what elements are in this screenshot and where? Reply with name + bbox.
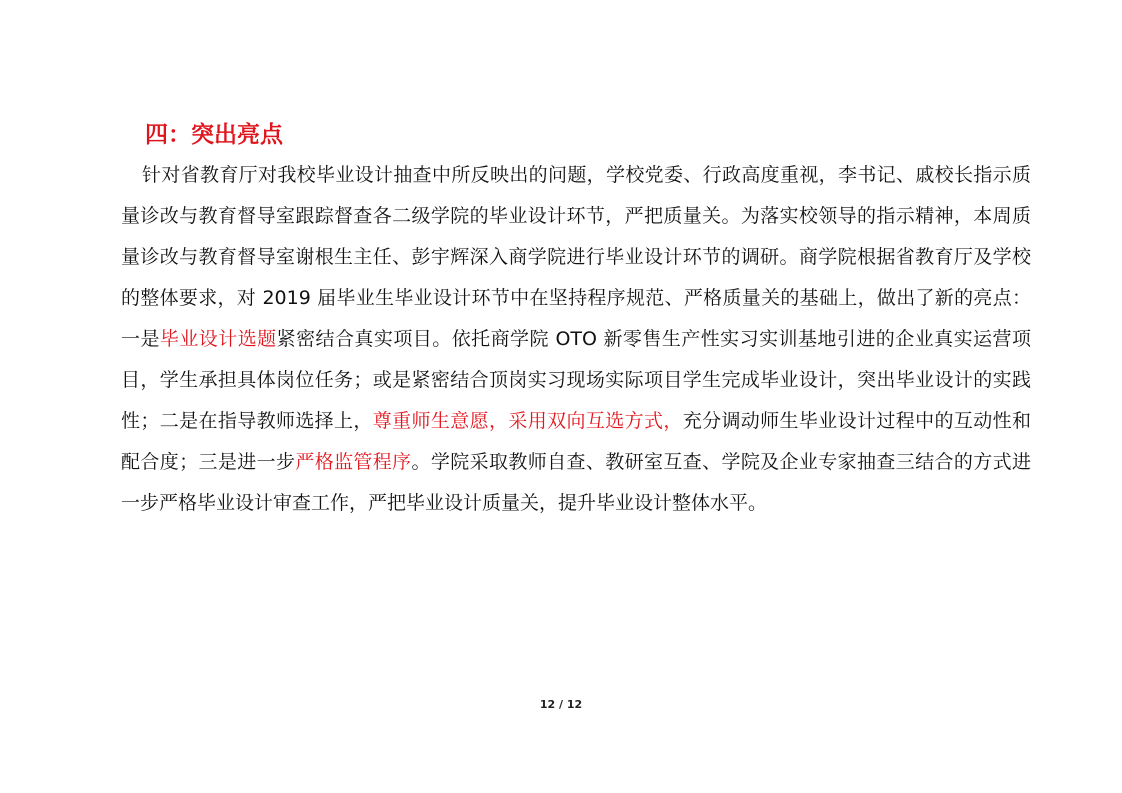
section-heading: 四：突出亮点 [145,122,283,148]
paragraph-text-3: 充分调动师生毕业设计过程中的互动性和配合度；三是进一步 [121,410,1031,473]
paragraph-text-4: 。学院采取教师自查、教研室互查、学院及企业专家抽查三结合的方式进一步严格毕业设计审查工作，严把毕业设计质量关，提升毕业设计整体水平。 [121,451,1031,514]
paragraph-text-1: 针对省教育厅对我校毕业设计抽查中所反映出的问题，学校党委、行政高度重视，李书记、戚校长指示质量诊改与教育督导室跟踪督查各二级学院的毕业设计环节，严把质量关。为落实校领导的指示精神，本周质量诊改与教育督导室谢根生主任、彭宇辉深入商学院进行毕业设计环节的调研。商学院根据省教育厅及学校的整体要求，对 2019 届毕业生毕业设计环节中在坚持程序规范、严格质量关的基础上，做出了新的亮点：一是 [121,164,1031,350]
highlight-thesis-topic: 毕业设计选题 [159,328,277,350]
highlight-mutual-selection: 尊重师生意愿，采用双向互选方式， [372,410,683,432]
highlight-supervision-procedure: 严格监管程序 [295,451,412,473]
body-paragraph [121,155,1031,524]
paragraph-text-2: 紧密结合真实项目。依托商学院 OTO 新零售生产性实习实训基地引进的企业真实运营项目，学生承担具体岗位任务；或是紧密结合顶岗实习现场实际项目学生完成毕业设计，突出毕业设计的实践性；二是在指导教师选择上， [121,328,1031,432]
page-number: 12 / 12 [539,698,583,711]
